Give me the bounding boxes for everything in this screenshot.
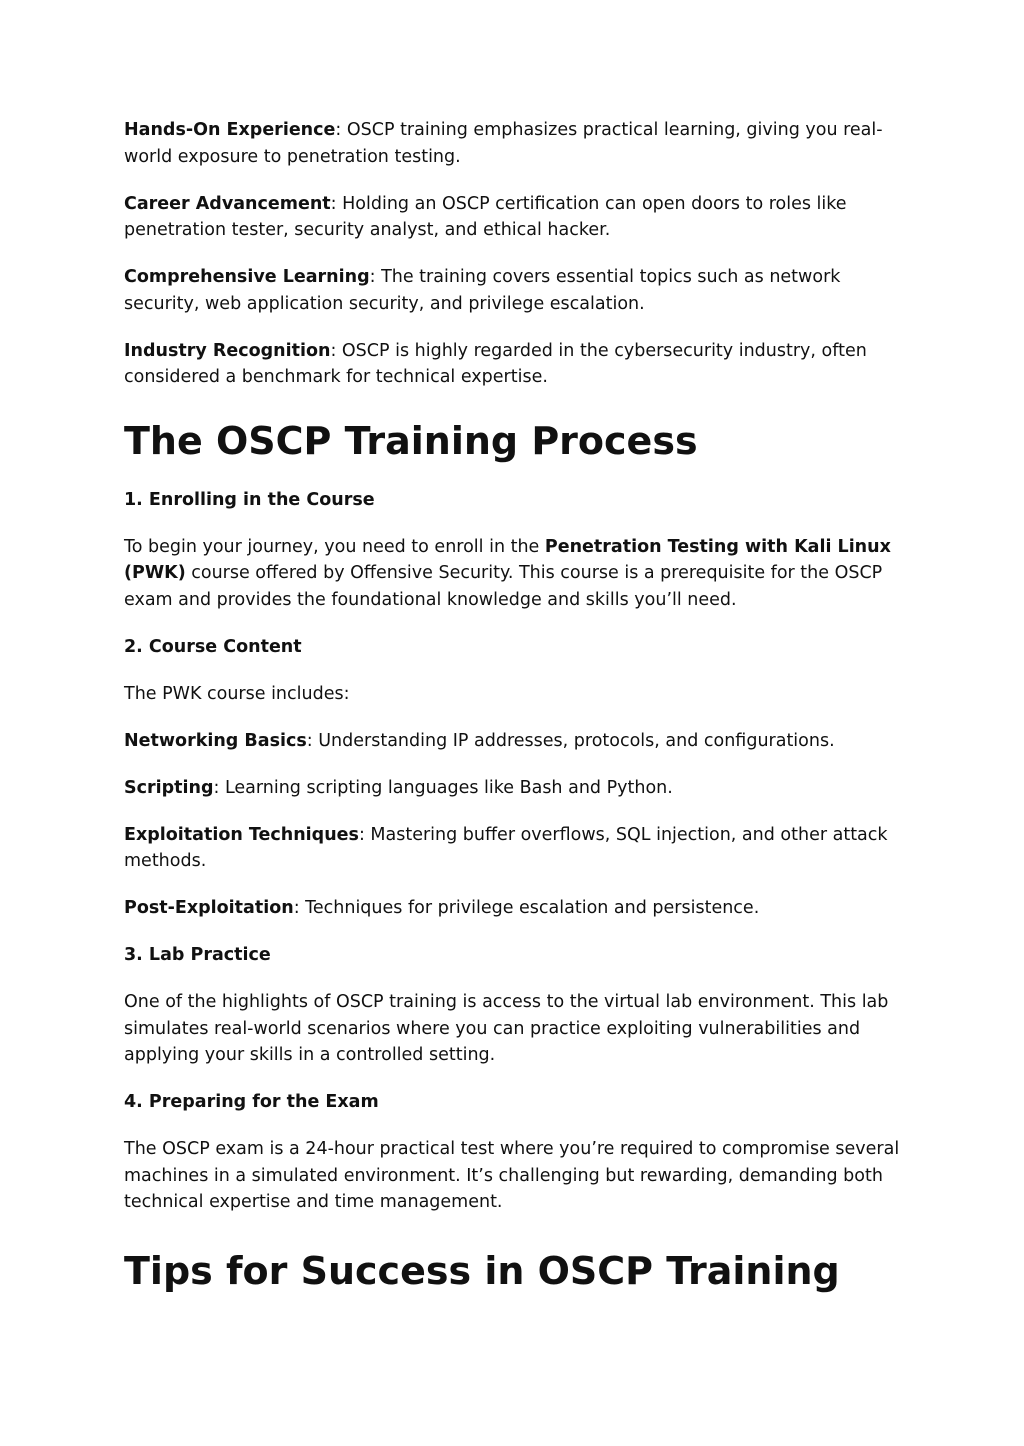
course-item-text: : Learning scripting languages like Bash and Python. [213,777,673,798]
benefit-term: Hands-On Experience [124,120,336,140]
benefit-term: Industry Recognition [124,340,331,361]
subheading-exam-prep: 4. Preparing for the Exam [124,1092,379,1112]
course-item-text: : Mastering buffer overflows, SQL injection, and other attack methods. [124,824,888,871]
enrolling-text-before: To begin your journey, you need to enroll in the [124,536,545,557]
benefit-comprehensive [124,264,914,317]
course-name: Penetration Testing with Kali Linux (PWK) [124,536,891,583]
course-content-intro: The PWK course includes: [124,683,350,704]
course-item-text: : Techniques for privilege escalation and persistence. [293,898,760,918]
subheading-enrolling: 1. Enrolling in the Course [124,489,375,510]
benefit-term: Career Advancement [124,193,331,214]
section-heading-process: The OSCP Training Process [124,418,698,463]
exam-prep-paragraph: The OSCP exam is a 24-hour practical test where you’re required to compromise several machines in a simulated environment. It’s challenging but rewarding, demanding both technical expertise and time management. [124,1139,900,1212]
subheading-lab-practice: 3. Lab Practice [124,945,271,965]
benefit-text: : OSCP training emphasizes practical learning, giving you real-world exposure to penetration testing. [124,120,883,167]
benefit-hands-on [124,117,914,170]
benefit-term: Comprehensive Learning [124,267,370,287]
enrolling-text-after: course offered by Offensive Security. This course is a prerequisite for the OSCP exam and provides the foundational knowledge and skills you’ll need. [124,563,883,610]
course-item-text: : Understanding IP addresses, protocols, and configurations. [306,730,835,751]
benefit-career [124,191,914,244]
enrolling-paragraph [124,534,914,614]
course-item-post-exploitation [124,895,914,922]
course-item-networking [124,728,914,755]
subheading-course-content: 2. Course Content [124,636,302,657]
document-page [124,117,914,1294]
section-heading-tips: Tips for Success in OSCP Training [124,1248,840,1293]
course-item-term: Post-Exploitation [124,898,294,918]
lab-practice-paragraph: One of the highlights of OSCP training is access to the virtual lab environment. This lab simulates real-world scenarios where you can practice exploiting vulnerabilities and applying your skills in a controlled setting. [124,992,889,1065]
benefit-text: : The training covers essential topics such as network security, web application security, and privilege escalation. [124,267,841,314]
benefit-text: : OSCP is highly regarded in the cybersecurity industry, often considered a benchmark for technical expertise. [124,340,867,387]
course-item-term: Networking Basics [124,730,307,751]
course-item-term: Scripting [124,777,214,798]
course-item-scripting [124,775,914,802]
benefit-industry [124,338,914,391]
benefit-text: : Holding an OSCP certification can open doors to roles like penetration tester, security analyst, and ethical hacker. [124,193,847,240]
course-item-exploitation [124,822,914,875]
course-item-term: Exploitation Techniques [124,824,359,845]
